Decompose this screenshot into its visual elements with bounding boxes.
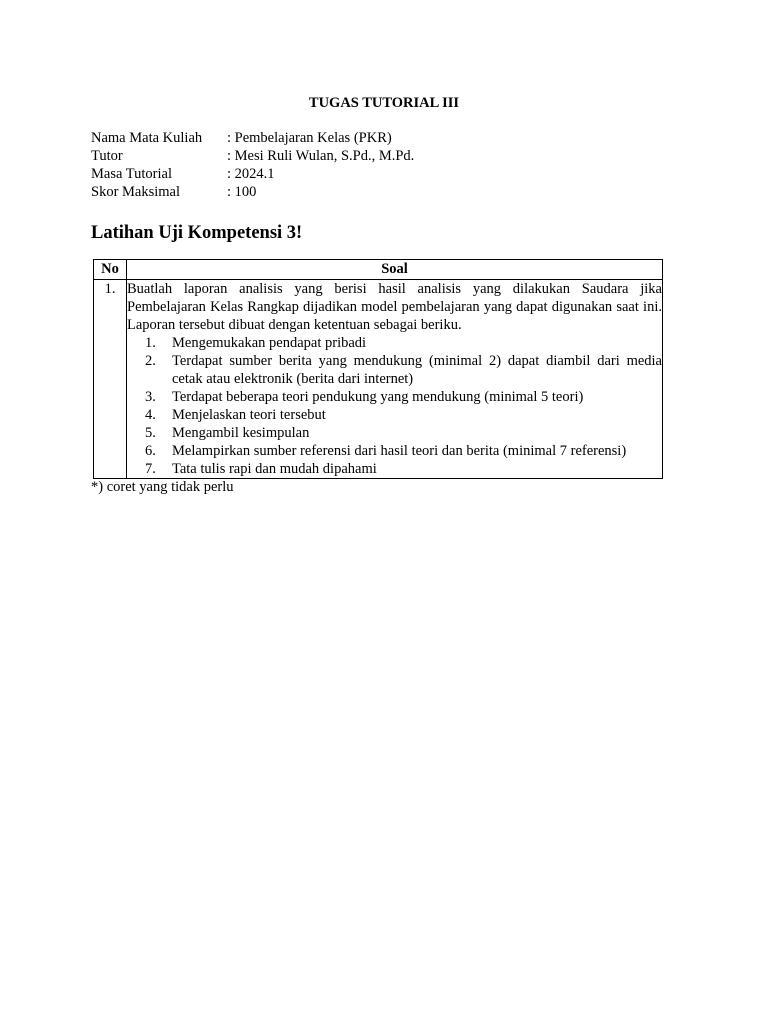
question-number: 1. <box>94 280 127 479</box>
list-item-text: Terdapat beberapa teori pendukung yang mendukung (minimal 5 teori) <box>172 389 584 405</box>
info-value: : Pembelajaran Kelas (PKR) <box>227 130 392 146</box>
info-value: : Mesi Ruli Wulan, S.Pd., M.Pd. <box>227 148 415 164</box>
requirement-list <box>127 334 662 478</box>
info-value: : 2024.1 <box>227 166 275 182</box>
info-row-period <box>91 165 671 183</box>
list-item <box>127 352 662 388</box>
list-item <box>127 460 662 478</box>
list-item-number: 5. <box>145 425 156 441</box>
list-item-text: Melampirkan sumber referensi dari hasil teori dan berita (minimal 7 referensi) <box>172 443 627 459</box>
list-item-text: Mengambil kesimpulan <box>172 425 310 441</box>
question-content <box>127 280 663 479</box>
info-label: Masa Tutorial <box>91 166 172 182</box>
table-header-row <box>94 260 663 280</box>
list-item-number: 1. <box>145 335 156 351</box>
info-label: Skor Maksimal <box>91 184 181 200</box>
list-item-text: Mengemukakan pendapat pribadi <box>172 335 367 351</box>
info-row-tutor <box>91 147 671 165</box>
info-value: : 100 <box>227 184 257 200</box>
list-item <box>127 334 662 352</box>
list-item <box>127 442 662 460</box>
list-item-text: Terdapat sumber berita yang mendukung (minimal 2) dapat diambil dari media cetak atau elektronik (berita dari internet) <box>172 353 662 387</box>
table-row <box>94 280 663 479</box>
info-label: Tutor <box>91 148 123 164</box>
list-item <box>127 388 662 406</box>
list-item-number: 4. <box>145 407 156 423</box>
course-info <box>91 129 671 201</box>
info-row-max-score <box>91 183 671 201</box>
list-item <box>127 406 662 424</box>
list-item-number: 3. <box>145 389 156 405</box>
list-item-number: 2. <box>145 353 156 369</box>
question-intro: Buatlah laporan analisis yang berisi hasil analisis yang dilakukan Saudara jika Pembelajaran Kelas Rangkap dijadikan model pembelajaran yang dapat digunakan saat ini. Laporan tersebut dibuat dengan ketentuan sebagai beriku. <box>127 281 662 333</box>
list-item-text: Menjelaskan teori tersebut <box>172 407 326 423</box>
info-label: Nama Mata Kuliah <box>91 130 203 146</box>
document-title: TUGAS TUTORIAL III <box>308 95 460 111</box>
column-header-no: No <box>94 260 127 280</box>
question-table <box>93 259 663 479</box>
list-item-text: Tata tulis rapi dan mudah dipahami <box>172 461 377 477</box>
section-heading: Latihan Uji Kompetensi 3! <box>91 223 303 243</box>
footnote: *) coret yang tidak perlu <box>91 479 234 495</box>
list-item <box>127 424 662 442</box>
list-item-number: 7. <box>145 461 156 477</box>
column-header-soal: Soal <box>127 260 663 280</box>
list-item-number: 6. <box>145 443 156 459</box>
info-row-course <box>91 129 671 147</box>
